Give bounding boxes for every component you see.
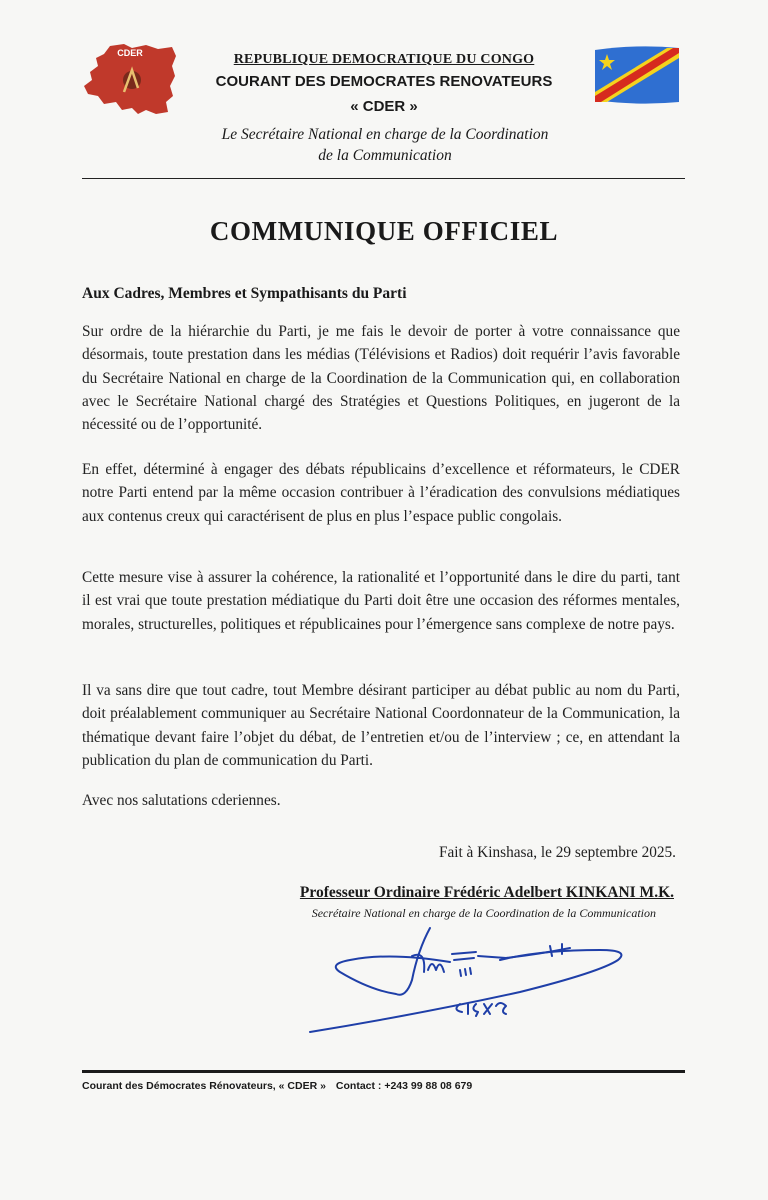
signer-role: Secrétaire National en charge de la Coordination de la Communication — [311, 906, 656, 920]
republic-heading: REPUBLIQUE DEMOCRATIQUE DU CONGO — [233, 52, 535, 67]
office-line-1: Le Secrétaire National en charge de la Coordination — [221, 126, 549, 143]
office-line-2: de la Communication — [318, 147, 452, 164]
signer-name: Professeur Ordinaire Frédéric Adelbert KINKANI M.K. — [299, 884, 674, 901]
footer-org: Courant des Démocrates Rénovateurs, « CDER » — [82, 1080, 326, 1092]
date-line: Fait à Kinshasa, le 29 septembre 2025. — [438, 844, 676, 861]
party-acronym: « CDER » — [350, 98, 418, 115]
paragraph-4: Il va sans dire que tout cadre, tout Membre désirant participer au débat public au nom du Parti, doit préalablement communiquer au Secrétaire National Coordonnateur de la Communication, la thématique devant faire l’objet du débat, de l’entretien et/ou de l’interview ; ce, en attendant la publication du plan de communication du Parti. — [82, 682, 680, 769]
document-title: COMMUNIQUE OFFICIEL — [209, 216, 559, 246]
salutation: Aux Cadres, Membres et Sympathisants du Parti — [82, 285, 407, 302]
closing-line: Avec nos salutations cderiennes. — [82, 792, 281, 809]
handwritten-signature — [300, 920, 640, 1040]
paragraph-1: Sur ordre de la hiérarchie du Parti, je me fais le devoir de porter à votre connaissance que désormais, toute prestation dans les médias (Télévisions et Radios) doit requérir l’avis favorable du Secrétaire National en charge de la Coordination de la Communication qui, en collaboration avec le Secrétaire National chargé des Stratégies et Questions Politiques, en jugeront de la nécessité ou de l’opportunité. — [82, 323, 680, 434]
paragraph-3: Cette mesure vise à assurer la cohérence, la rationalité et l’opportunité dans le dire du parti, tant il est vrai que toute prestation médiatique du Parti doit être une occasion des réformes mentales, morales, structurelles, politiques et républicaines pour l’émergence sans complexe de notre pays. — [82, 569, 680, 633]
header-divider — [82, 178, 685, 179]
footer — [82, 1080, 472, 1092]
footer-contact: Contact : +243 99 88 08 679 — [335, 1080, 473, 1092]
office-subtitle — [180, 124, 590, 166]
logo-text: CDER — [117, 48, 143, 58]
footer-divider — [82, 1070, 685, 1073]
paragraph-2: En effet, déterminé à engager des débats républicains d’excellence et réformateurs, le CDER notre Parti entend par la même occasion contribuer à l’éradication des convulsions médiatiques aux contenus creux qui caractérisent de plus en plus l’espace public congolais. — [82, 461, 680, 525]
party-name: COURANT DES DEMOCRATES RENOVATEURS — [215, 73, 553, 90]
